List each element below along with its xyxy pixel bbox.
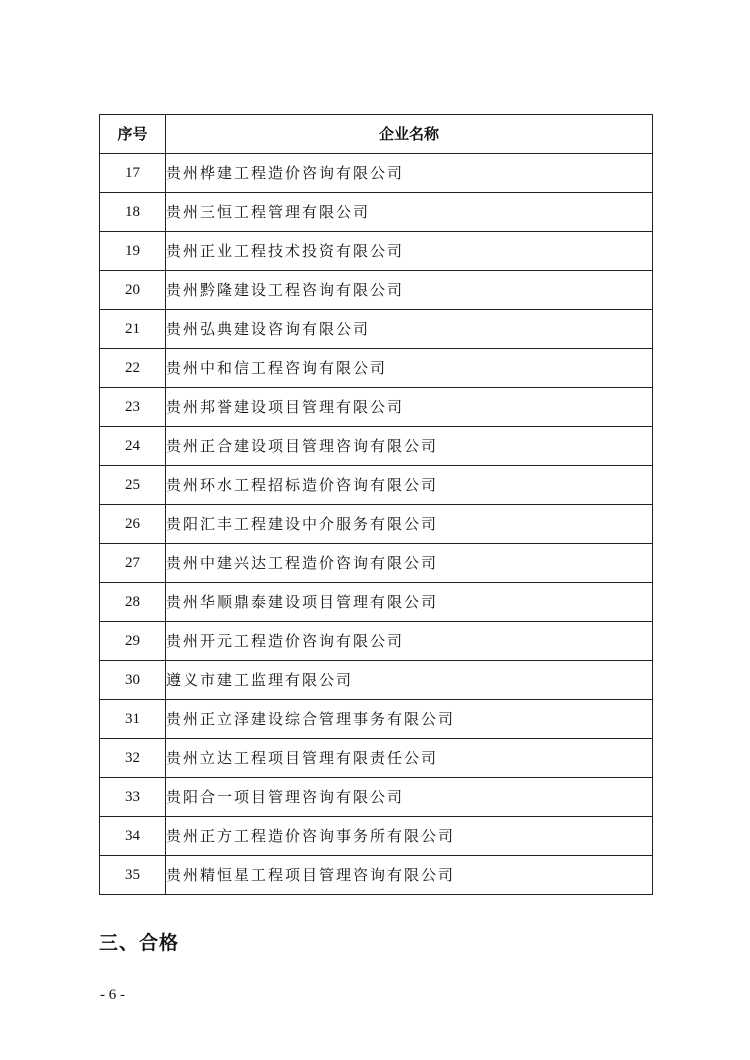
row-company-name: 贵州黔隆建设工程咨询有限公司 (166, 271, 653, 310)
table-row (100, 310, 653, 349)
row-serial-number: 29 (100, 622, 166, 661)
row-serial-number: 32 (100, 739, 166, 778)
row-serial-number: 30 (100, 661, 166, 700)
row-serial-number: 24 (100, 427, 166, 466)
table-row (100, 427, 653, 466)
row-company-name: 贵阳汇丰工程建设中介服务有限公司 (166, 505, 653, 544)
page-number: - 6 - (100, 987, 125, 1003)
row-serial-number: 18 (100, 193, 166, 232)
section-heading: 三、合格 (99, 932, 180, 954)
table-row (100, 817, 653, 856)
table-row (100, 154, 653, 193)
row-serial-number: 17 (100, 154, 166, 193)
row-serial-number: 25 (100, 466, 166, 505)
table-row (100, 349, 653, 388)
row-serial-number: 21 (100, 310, 166, 349)
table-row (100, 661, 653, 700)
table-row (100, 466, 653, 505)
row-company-name: 贵州中和信工程咨询有限公司 (166, 349, 653, 388)
row-company-name: 贵州正立泽建设综合管理事务有限公司 (166, 700, 653, 739)
row-company-name: 贵州精恒星工程项目管理咨询有限公司 (166, 856, 653, 895)
row-serial-number: 28 (100, 583, 166, 622)
header-company-name: 企业名称 (166, 115, 653, 154)
row-company-name: 贵州开元工程造价咨询有限公司 (166, 622, 653, 661)
table-row (100, 193, 653, 232)
table-row (100, 622, 653, 661)
row-company-name: 贵州中建兴达工程造价咨询有限公司 (166, 544, 653, 583)
row-company-name: 贵州邦誉建设项目管理有限公司 (166, 388, 653, 427)
row-serial-number: 23 (100, 388, 166, 427)
row-serial-number: 27 (100, 544, 166, 583)
row-company-name: 贵州桦建工程造价咨询有限公司 (166, 154, 653, 193)
row-serial-number: 22 (100, 349, 166, 388)
row-company-name: 贵州华顺鼎泰建设项目管理有限公司 (166, 583, 653, 622)
table-row (100, 505, 653, 544)
table-row (100, 700, 653, 739)
row-company-name: 贵州立达工程项目管理有限责任公司 (166, 739, 653, 778)
row-company-name: 贵州三恒工程管理有限公司 (166, 193, 653, 232)
table-row (100, 271, 653, 310)
table-row (100, 388, 653, 427)
table-header-row (100, 115, 653, 154)
row-company-name: 贵州弘典建设咨询有限公司 (166, 310, 653, 349)
table-row (100, 739, 653, 778)
table-row (100, 778, 653, 817)
table-row (100, 583, 653, 622)
row-serial-number: 34 (100, 817, 166, 856)
row-company-name: 贵阳合一项目管理咨询有限公司 (166, 778, 653, 817)
row-serial-number: 20 (100, 271, 166, 310)
table-body (100, 154, 653, 895)
company-table (99, 114, 653, 895)
row-serial-number: 31 (100, 700, 166, 739)
row-company-name: 贵州正业工程技术投资有限公司 (166, 232, 653, 271)
row-company-name: 遵义市建工监理有限公司 (166, 661, 653, 700)
table-row (100, 544, 653, 583)
row-serial-number: 26 (100, 505, 166, 544)
table-row (100, 856, 653, 895)
row-serial-number: 35 (100, 856, 166, 895)
row-company-name: 贵州环水工程招标造价咨询有限公司 (166, 466, 653, 505)
table-row (100, 232, 653, 271)
row-company-name: 贵州正合建设项目管理咨询有限公司 (166, 427, 653, 466)
row-company-name: 贵州正方工程造价咨询事务所有限公司 (166, 817, 653, 856)
row-serial-number: 33 (100, 778, 166, 817)
header-serial-number: 序号 (100, 115, 166, 154)
row-serial-number: 19 (100, 232, 166, 271)
